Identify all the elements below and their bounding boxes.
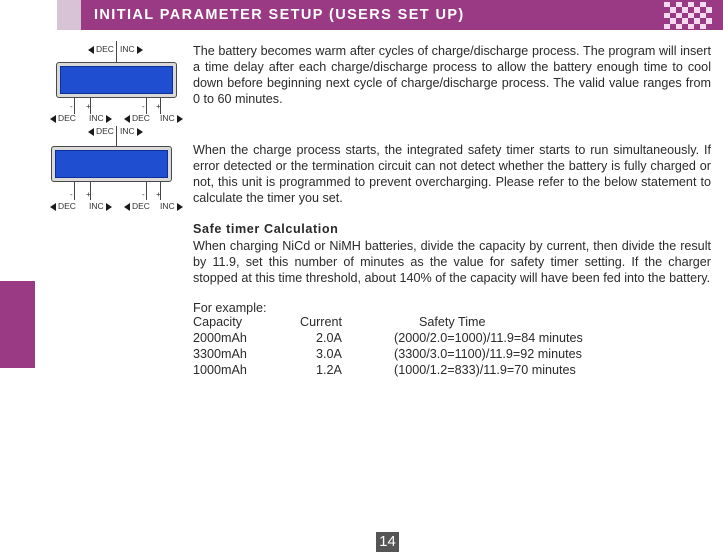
table-header: Capacity (193, 315, 242, 329)
header-accent-square (57, 0, 81, 30)
page-title: INITIAL PARAMETER SETUP (USERS SET UP) (94, 7, 465, 23)
table-cell: (2000/2.0=1000)/11.9=84 minutes (394, 331, 583, 345)
connector-line (146, 182, 147, 200)
inc-button-top-1[interactable]: INC (120, 44, 143, 54)
inc-button-bottom-right-1[interactable]: INC (160, 113, 183, 123)
paragraph-waste-time: The battery becomes warm after cycles of charge/discharge process. The program will insert a time delay after each charge/discharge process to allow the battery enough time to cool down before beginning next cycle of charge/discharge process. The valid value ranges from 0 to 60 minutes. (193, 44, 711, 106)
table-cell: (3300/3.0=1100)/11.9=92 minutes (394, 347, 582, 361)
plus-sign: + (156, 190, 161, 199)
right-arrow-icon (106, 203, 112, 211)
right-arrow-icon (137, 46, 143, 54)
minus-sign: - (70, 102, 73, 111)
left-arrow-icon (88, 46, 94, 54)
paragraph-calculation: When charging NiCd or NiMH batteries, divide the capacity by current, then divide the result by 11.9, set this number of minutes as the value for safety timer setting. If the charger stopped at this time threshold, about 140% of the capacity will have been fed into the battery. (193, 239, 711, 285)
dec-button-bottom-left-1[interactable]: DEC (50, 113, 76, 123)
right-arrow-icon (177, 115, 183, 123)
lcd-display-safety-timer (51, 146, 172, 182)
side-tab-marker (0, 281, 35, 368)
table-cell: 3.0A (316, 347, 342, 361)
left-arrow-icon (88, 128, 94, 136)
table-header: Safety Time (419, 315, 486, 329)
left-arrow-icon (124, 115, 130, 123)
dec-button-top-1[interactable]: DEC (88, 44, 114, 54)
lcd-display-waste-time (56, 62, 177, 98)
inc-button-top-2[interactable]: INC (120, 126, 143, 136)
connector-line (74, 182, 75, 200)
table-cell: (1000/1.2=833)/11.9=70 minutes (394, 363, 576, 377)
table-cell: 1000mAh (193, 363, 247, 377)
table-cell: 2000mAh (193, 331, 247, 345)
table-cell: 3300mAh (193, 347, 247, 361)
inc-button-bottom-left-1[interactable]: INC (89, 113, 112, 123)
connector-line (116, 41, 117, 62)
table-cell: 2.0A (316, 331, 342, 345)
table-header: Current (300, 315, 342, 329)
left-arrow-icon (50, 203, 56, 211)
inc-button-bottom-left-2[interactable]: INC (89, 201, 112, 211)
inc-button-bottom-right-2[interactable]: INC (160, 201, 183, 211)
connector-line (74, 98, 75, 114)
page-number: 14 (376, 532, 399, 552)
dec-button-bottom-left-2[interactable]: DEC (50, 201, 76, 211)
minus-sign: - (70, 190, 73, 199)
dec-button-top-2[interactable]: DEC (88, 126, 114, 136)
minus-sign: - (142, 102, 145, 111)
minus-sign: - (142, 190, 145, 199)
right-arrow-icon (137, 128, 143, 136)
dec-button-bottom-right-1[interactable]: DEC (124, 113, 150, 123)
plus-sign: + (156, 102, 161, 111)
checker-pattern-decoration (664, 2, 712, 29)
left-arrow-icon (124, 203, 130, 211)
plus-sign: + (86, 190, 91, 199)
section-heading: Safe timer Calculation (193, 222, 339, 236)
dec-button-bottom-right-2[interactable]: DEC (124, 201, 150, 211)
left-arrow-icon (50, 115, 56, 123)
paragraph-safety-timer: When the charge process starts, the integrated safety timer starts to run simultaneously. If error detected or the termination circuit can not detect whether the battery is fully charged or not, this unit is programmed to prevent overcharging. Please refer to the below statement to calculate the timer you set. (193, 143, 711, 205)
right-arrow-icon (106, 115, 112, 123)
connector-line (116, 126, 117, 146)
connector-line (146, 98, 147, 114)
right-arrow-icon (177, 203, 183, 211)
example-label: For example: (193, 301, 267, 315)
table-cell: 1.2A (316, 363, 342, 377)
plus-sign: + (86, 102, 91, 111)
